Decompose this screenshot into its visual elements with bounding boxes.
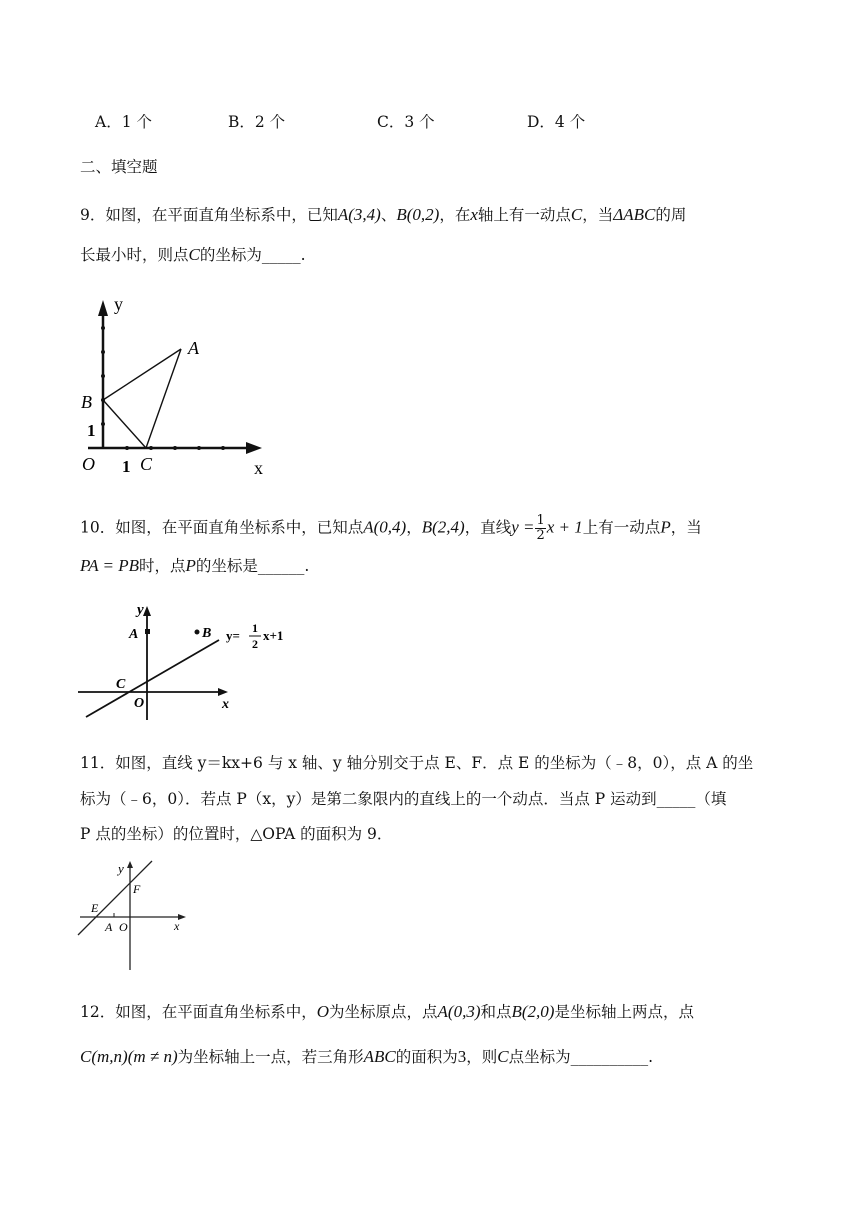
q10-fig-a: A	[129, 627, 139, 642]
q10-fig-o: O	[134, 696, 145, 711]
q9-figure	[78, 290, 278, 480]
q9-fig-x: x	[254, 458, 263, 478]
q10-line-1: 10．如图，在平面直角坐标系中，已知点A(0,4)，B(2,4)，直线y = $\frac{1}{2}$ x + 1上有一动点P，当	[80, 513, 702, 543]
q11-fig-a: A	[105, 920, 113, 934]
q11-fig-o: O	[119, 920, 128, 934]
q10-fig-eqtail: x+1	[263, 628, 284, 643]
q9-fig-c: C	[140, 454, 153, 474]
q10-fig-den: 2	[252, 637, 258, 651]
q11-line-2: 标为（﹣6，0）．若点 P（x，y）是第二象限内的直线上的一个动点．当点 P 运动到_____（填	[80, 790, 727, 808]
q11-figure	[74, 855, 194, 975]
q10-fig-eq: y=	[226, 628, 240, 643]
q9-fig-1y: 1	[87, 421, 96, 440]
q10-fig-b: B	[202, 626, 212, 641]
q10-fig-num: 1	[252, 621, 258, 635]
q9-fig-1x: 1	[122, 457, 131, 476]
q11-fig-f: F	[133, 882, 141, 896]
option-c: C．3 个	[377, 113, 435, 131]
q11-fig-y: y	[118, 861, 124, 876]
q9-fig-b: B	[81, 392, 92, 412]
option-b: B．2 个	[228, 113, 286, 131]
q12-line-2: C(m,n)(m ≠ n)为坐标轴上一点，若三角形ABC的面积为3，则C点坐标为__________.	[80, 1047, 654, 1066]
q9-fig-a: A	[188, 338, 199, 358]
q11-fig-x: x	[174, 919, 180, 933]
option-d: D．4 个	[527, 113, 586, 131]
option-a: A．1 个	[95, 113, 152, 131]
q12-line-1: 12．如图，在平面直角坐标系中，O为坐标原点，点A(0,3)和点B(2,0)是坐标轴上两点，点	[80, 1002, 694, 1021]
q10-figure	[74, 600, 304, 725]
q11-line-1: 11．如图，直线 y＝kx+6 与 x 轴、y 轴分别交于点 E、F．点 E 的坐标为（﹣8，0），点 A 的坐	[80, 754, 754, 772]
section-title: 二、填空题	[80, 158, 158, 176]
q11-line-3: P 点的坐标）的位置时，△OPA 的面积为 9．	[80, 825, 393, 843]
q9-fig-y: y	[114, 294, 123, 314]
q10-line-2: PA = PB时，点P的坐标是______.	[80, 556, 310, 575]
q9-line-2: 长最小时，则点C的坐标为_____.	[80, 245, 306, 264]
q10-fig-y: y	[137, 602, 144, 618]
q9-fig-o: O	[82, 454, 95, 474]
q11-fig-e: E	[91, 901, 99, 915]
q10-fig-c: C	[116, 677, 126, 692]
q10-fig-x: x	[222, 697, 229, 712]
q9-line-1: 9．如图，在平面直角坐标系中，已知A(3,4)、B(0,2)，在x轴上有一动点C，当ΔABC的周	[80, 205, 687, 224]
